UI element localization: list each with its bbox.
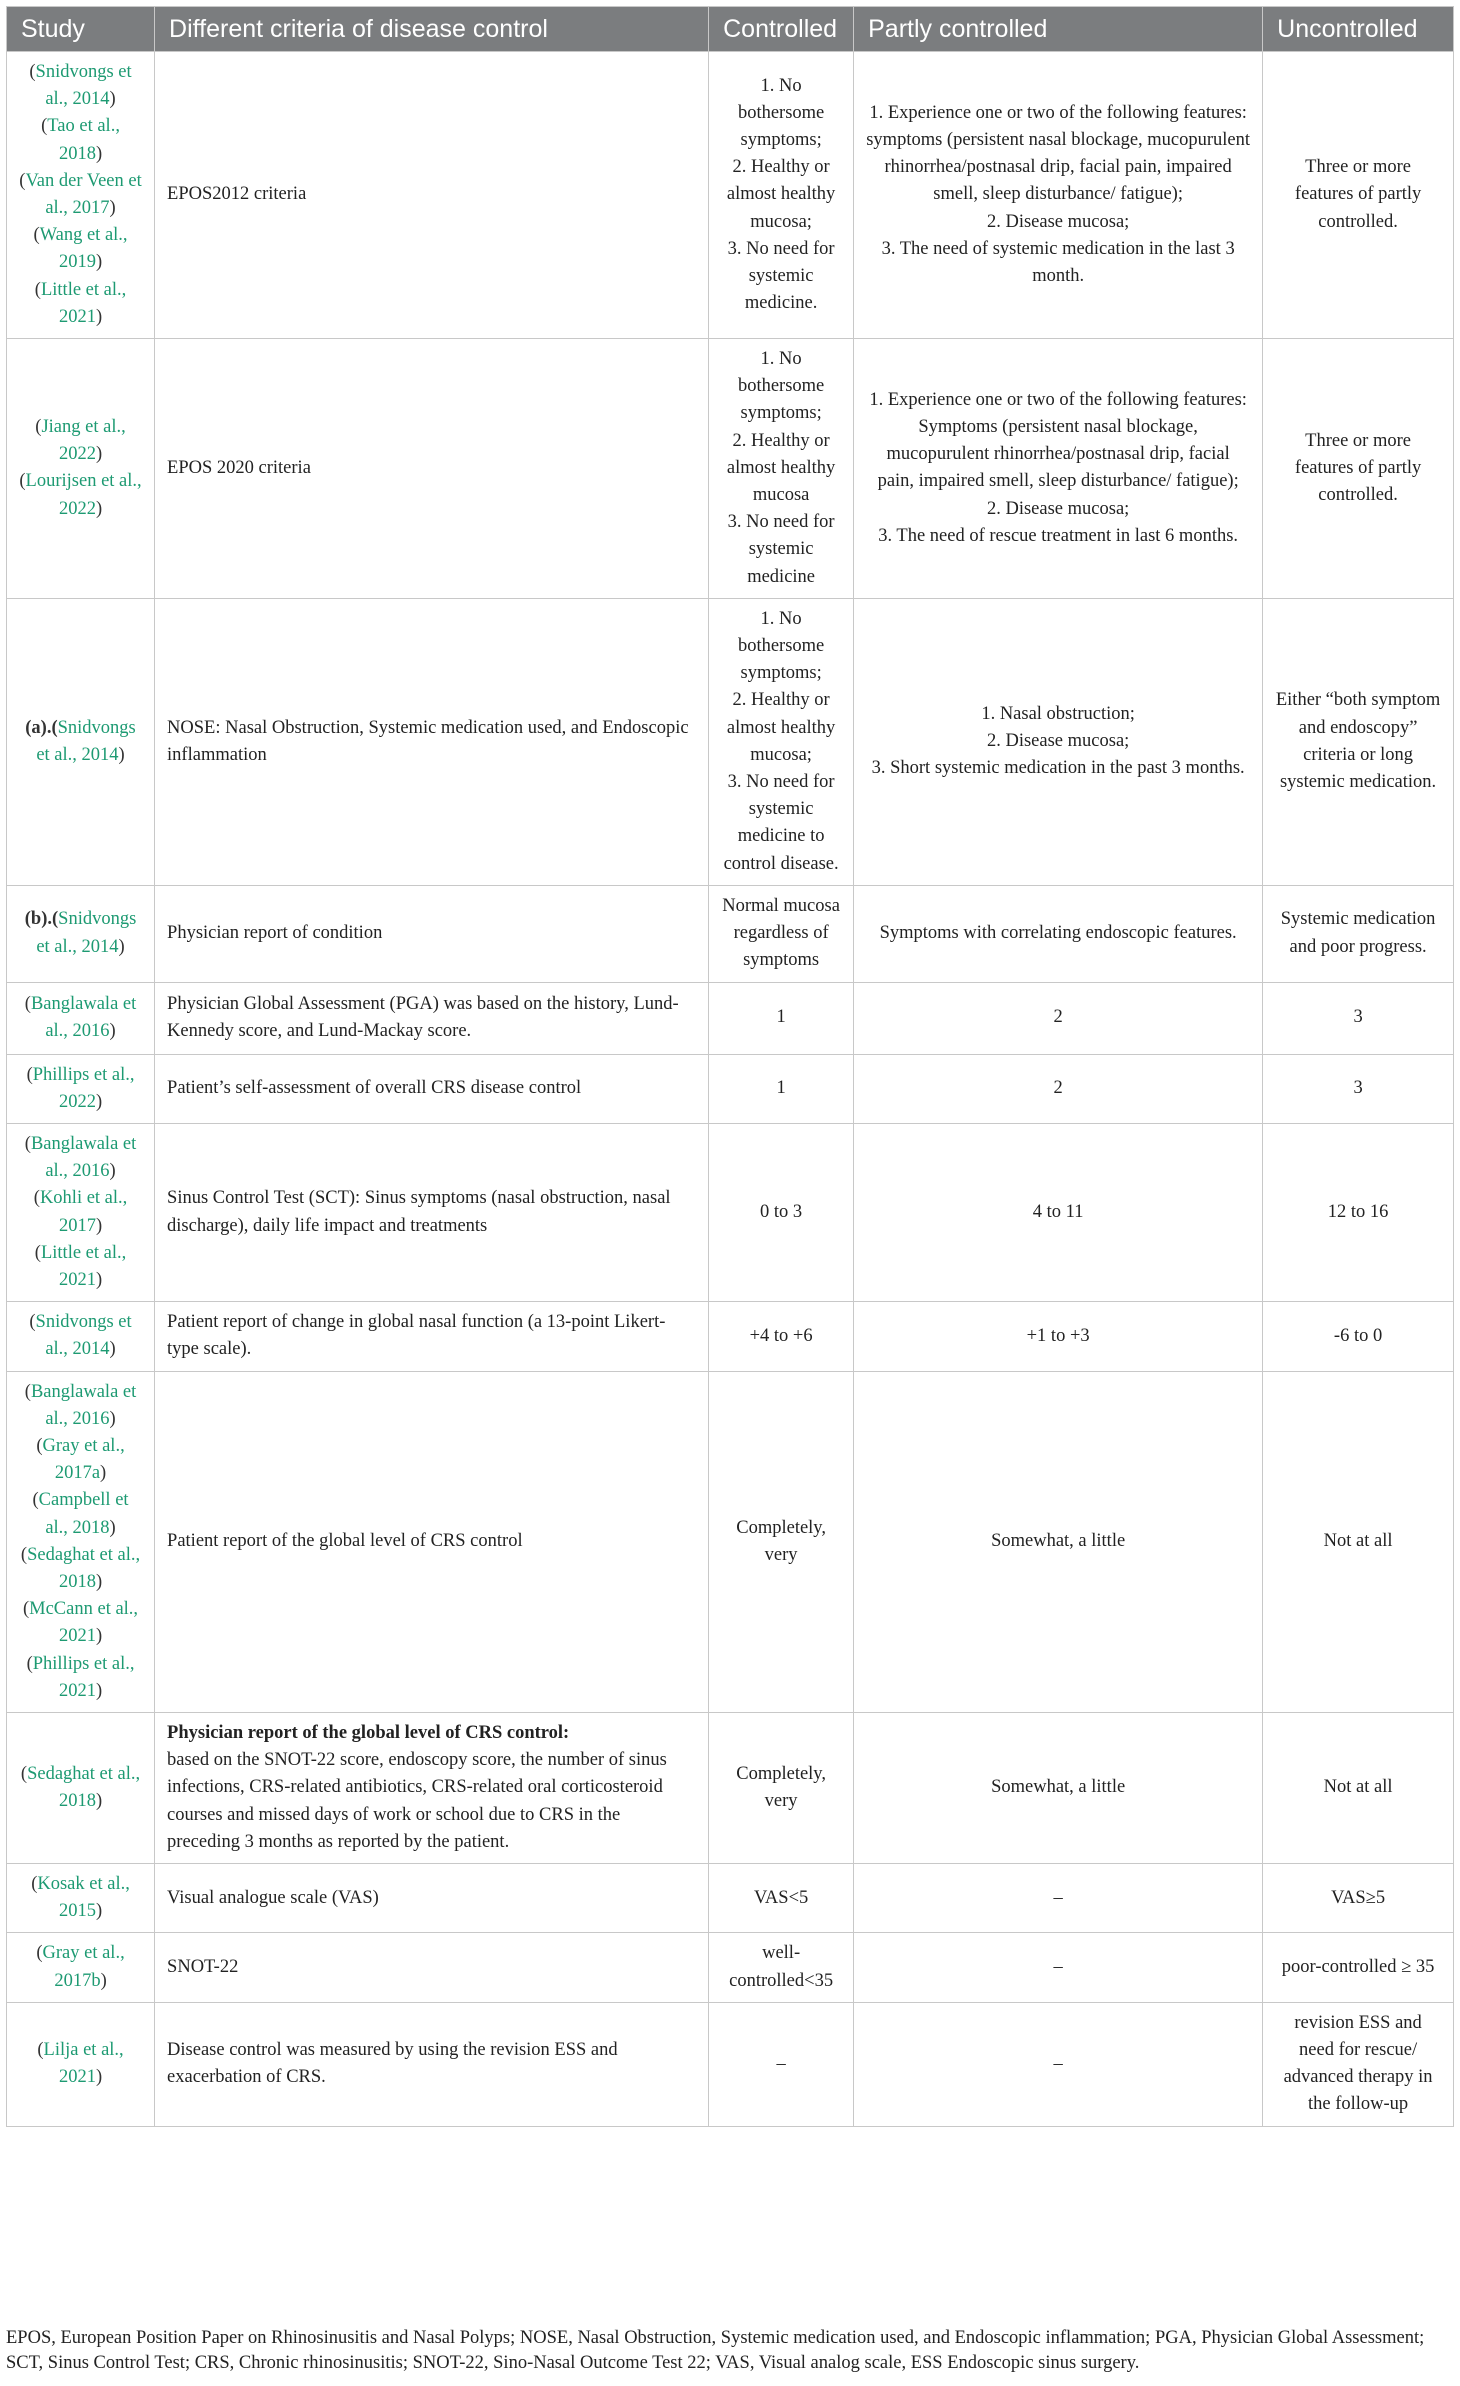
criteria-text: Physician report of condition <box>167 923 383 944</box>
controlled-line: Completely, very <box>736 1763 826 1811</box>
citation <box>19 1240 142 1294</box>
table-row <box>7 1933 1454 2002</box>
uncontrolled-line: -6 to 0 <box>1333 1325 1383 1346</box>
partly-controlled-line: Symptoms with correlating endoscopic features. <box>879 923 1237 944</box>
citation-suffix: ) <box>100 1970 107 1991</box>
criteria-text: Disease control was measured by using the revision ESS and exacerbation of CRS. <box>167 2040 618 2088</box>
citation-suffix: ) <box>95 444 103 465</box>
citation-link[interactable]: Wang et al., 2019 <box>39 225 128 273</box>
uncontrolled-line: Systemic medication and poor progress. <box>1280 909 1436 957</box>
controlled-cell <box>709 1863 854 1932</box>
citation-prefix: ( <box>20 1544 28 1565</box>
disease-control-criteria-table <box>6 6 1454 2127</box>
citation <box>19 1542 142 1596</box>
citation-prefix: (b).( <box>24 909 59 930</box>
study-cell <box>7 1302 155 1371</box>
citation-suffix: ) <box>95 1269 103 1290</box>
criteria-text: Patient report of change in global nasal function (a 13-point Likert-type scale). <box>167 1312 666 1360</box>
table-row <box>7 52 1454 339</box>
criteria-cell <box>155 885 709 982</box>
study-cell <box>7 1712 155 1863</box>
citation-link[interactable]: Banglawala et al., 2016 <box>30 993 137 1041</box>
citation-suffix: ) <box>95 1215 103 1236</box>
uncontrolled-cell <box>1263 598 1454 885</box>
citation <box>19 1596 142 1650</box>
controlled-line: 2. Healthy or almost healthy mucosa; <box>726 690 836 765</box>
study-cell <box>7 1863 155 1932</box>
citation-suffix: ) <box>95 1680 103 1701</box>
uncontrolled-line: Either “both symptom and endoscopy” criteria or long systemic medication. <box>1275 690 1441 793</box>
citation-prefix: ( <box>34 279 41 300</box>
citation <box>19 277 142 331</box>
partly-controlled-line: 2. Disease mucosa; <box>986 731 1130 752</box>
citation-prefix: ( <box>32 1490 39 1511</box>
controlled-line: Normal mucosa regardless of symptoms <box>722 895 840 971</box>
citation-suffix: ) <box>95 1571 103 1592</box>
citation <box>19 59 142 113</box>
criteria-text: Patient’s self-assessment of overall CRS disease control <box>167 1078 582 1099</box>
criteria-text: Patient report of the global level of CRS control <box>167 1531 523 1552</box>
table-row <box>7 339 1454 599</box>
partly-controlled-cell <box>854 1302 1263 1371</box>
citation-link[interactable]: Snidvongs et al., 2014 <box>35 62 132 110</box>
uncontrolled-cell <box>1263 339 1454 599</box>
table-row <box>7 2002 1454 2126</box>
criteria-cell <box>155 1712 709 1863</box>
citation-link[interactable]: Banglawala et al., 2016 <box>30 1381 137 1429</box>
uncontrolled-cell <box>1263 2002 1454 2126</box>
citation <box>19 113 142 167</box>
uncontrolled-line: VAS≥5 <box>1331 1887 1386 1908</box>
column-header-controlled: Controlled <box>709 7 854 52</box>
controlled-cell <box>709 52 854 339</box>
citation-link[interactable]: Sedaghat et al., 2018 <box>27 1544 141 1592</box>
citation-suffix: ) <box>95 498 103 519</box>
controlled-line: 3. No need for systemic medicine. <box>727 238 835 314</box>
controlled-cell <box>709 2002 854 2126</box>
citation-link[interactable]: Jiang et al., 2022 <box>41 417 126 465</box>
partly-controlled-cell <box>854 2002 1263 2126</box>
criteria-text: based on the SNOT-22 score, endoscopy score, the number of sinus infections, CRS-related antibiotics, CRS-related oral corticosteroid courses and missed days of work or school due to CRS in the preceding 3 months as reported by the patient. <box>167 1750 667 1852</box>
partly-controlled-line: 3. The need of rescue treatment in last 6 months. <box>878 525 1239 546</box>
partly-controlled-line: 3. The need of systemic medication in the last 3 month. <box>881 238 1235 287</box>
citation-link[interactable]: Banglawala et al., 2016 <box>30 1133 137 1182</box>
uncontrolled-line: poor-controlled ≥ 35 <box>1281 1956 1435 1977</box>
citation-suffix: ) <box>95 1091 103 1112</box>
criteria-cell <box>155 339 709 599</box>
table-row <box>7 1712 1454 1863</box>
controlled-line: 1 <box>776 1078 786 1099</box>
citation <box>19 1309 142 1363</box>
criteria-text: Sinus Control Test (SCT): Sinus symptoms (nasal obstruction, nasal discharge), daily life impact and treatments <box>167 1188 671 1236</box>
partly-controlled-cell <box>854 1933 1263 2002</box>
controlled-line: 3. No need for systemic medicine <box>727 512 835 587</box>
citation <box>19 1940 142 1994</box>
citation-link[interactable]: Phillips et al., 2021 <box>32 1653 135 1701</box>
citation-prefix: ( <box>19 170 26 191</box>
table-row <box>7 1371 1454 1712</box>
table-body <box>7 52 1454 2127</box>
controlled-cell <box>709 598 854 885</box>
controlled-line: Completely, very <box>736 1517 826 1565</box>
citation-prefix: ( <box>35 417 42 438</box>
uncontrolled-cell <box>1263 1302 1454 1371</box>
partly-controlled-cell <box>854 982 1263 1054</box>
citation-prefix: (a).( <box>25 717 58 738</box>
citation-prefix: ( <box>26 1653 33 1674</box>
citation <box>19 1487 142 1541</box>
partly-controlled-cell <box>854 885 1263 982</box>
table-row <box>7 1863 1454 1932</box>
uncontrolled-cell <box>1263 885 1454 982</box>
citation-prefix: ( <box>33 1188 40 1209</box>
uncontrolled-cell <box>1263 52 1454 339</box>
study-cell <box>7 339 155 599</box>
table-row <box>7 982 1454 1054</box>
controlled-cell <box>709 1123 854 1301</box>
uncontrolled-cell <box>1263 982 1454 1054</box>
citation <box>19 1131 142 1185</box>
citation <box>19 1761 142 1815</box>
study-cell <box>7 1933 155 2002</box>
citation <box>19 222 142 276</box>
study-cell <box>7 2002 155 2126</box>
citation-suffix: ) <box>95 306 103 327</box>
partly-controlled-line: Somewhat, a little <box>991 1531 1126 1552</box>
citation-suffix: ) <box>109 1339 116 1360</box>
citation-link[interactable]: Tao et al., 2018 <box>47 116 120 164</box>
citation-prefix: ( <box>34 1242 41 1263</box>
partly-controlled-line: 3. Short systemic medication in the past 3 months. <box>871 758 1245 779</box>
uncontrolled-cell <box>1263 1123 1454 1301</box>
citation-link[interactable]: Phillips et al., 2022 <box>32 1064 135 1112</box>
controlled-cell <box>709 1371 854 1712</box>
column-header-criteria: Different criteria of disease control <box>155 7 709 52</box>
partly-controlled-line: 2. Disease mucosa; <box>986 498 1130 519</box>
table-footnote: EPOS, European Position Paper on Rhinosinusitis and Nasal Polyps; NOSE, Nasal Obstruction, Systemic medication used, and Endoscopic inflammation; PGA, Physician Global Assessment; SCT, Sinus Control Test; CRS, Chronic rhinosinusitis; SNOT-22, Sino-Nasal Outcome Test 22; VAS, Visual analog scale, ESS Endoscopic sinus surgery. <box>6 2328 1425 2373</box>
citation-prefix: ( <box>24 1381 31 1402</box>
criteria-cell <box>155 982 709 1054</box>
controlled-line: 1. No bothersome symptoms; <box>737 349 825 424</box>
citation-prefix: ( <box>29 1312 36 1333</box>
controlled-line: 2. Healthy or almost healthy mucosa <box>726 430 836 506</box>
partly-controlled-cell <box>854 1712 1263 1863</box>
table-row <box>7 885 1454 982</box>
partly-controlled-line: – <box>1053 2053 1063 2074</box>
citation <box>19 715 142 769</box>
citation-link[interactable]: Sedaghat et al., 2018 <box>27 1763 141 1811</box>
controlled-line: 1. No bothersome symptoms; <box>737 75 825 150</box>
citation-prefix: ( <box>24 993 31 1014</box>
uncontrolled-cell <box>1263 1933 1454 2002</box>
citation-prefix: ( <box>19 471 26 492</box>
citation-link[interactable]: Kohli et al., 2017 <box>39 1188 128 1236</box>
partly-controlled-line: – <box>1053 1956 1063 1977</box>
controlled-line: +4 to +6 <box>749 1325 813 1346</box>
citation <box>19 1062 142 1116</box>
uncontrolled-cell <box>1263 1371 1454 1712</box>
citation-suffix: ) <box>95 252 103 273</box>
citation-link[interactable]: Gray et al., 2017a <box>42 1435 125 1484</box>
citation-link[interactable]: McCann et al., 2021 <box>29 1599 139 1647</box>
uncontrolled-cell <box>1263 1863 1454 1932</box>
uncontrolled-line: Not at all <box>1323 1531 1393 1552</box>
criteria-cell <box>155 1302 709 1371</box>
controlled-cell <box>709 1712 854 1863</box>
controlled-line: 0 to 3 <box>760 1201 803 1222</box>
criteria-text: EPOS2012 criteria <box>167 184 307 205</box>
controlled-cell <box>709 885 854 982</box>
partly-controlled-cell <box>854 1054 1263 1123</box>
partly-controlled-cell <box>854 1123 1263 1301</box>
controlled-line: 2. Healthy or almost healthy mucosa; <box>726 157 836 232</box>
controlled-cell <box>709 1302 854 1371</box>
controlled-line: 3. No need for systemic medicine to control disease. <box>723 772 839 874</box>
controlled-cell <box>709 1933 854 2002</box>
table-row <box>7 598 1454 885</box>
citation-prefix: ( <box>36 1435 43 1456</box>
criteria-cell <box>155 598 709 885</box>
partly-controlled-line: 2. Disease mucosa; <box>986 211 1130 232</box>
controlled-cell <box>709 982 854 1054</box>
citation <box>19 1379 142 1433</box>
column-header-uncontrolled: Uncontrolled <box>1263 7 1454 52</box>
criteria-cell <box>155 1371 709 1712</box>
criteria-text: SNOT-22 <box>167 1956 239 1977</box>
partly-controlled-cell <box>854 339 1263 599</box>
partly-controlled-line: +1 to +3 <box>1026 1325 1090 1346</box>
uncontrolled-line: revision ESS and need for rescue/ advanced therapy in the follow-up <box>1283 2012 1433 2115</box>
uncontrolled-line: Three or more features of partly controlled. <box>1294 430 1422 506</box>
citation-prefix: ( <box>22 1599 30 1620</box>
citation <box>19 1651 142 1705</box>
criteria-text: Visual analogue scale (VAS) <box>167 1887 379 1908</box>
citation <box>19 168 142 222</box>
controlled-cell <box>709 1054 854 1123</box>
partly-controlled-line: 1. Nasal obstruction; <box>981 704 1135 725</box>
citation-suffix: ) <box>109 198 116 219</box>
table-header-row <box>7 7 1454 52</box>
partly-controlled-cell <box>854 598 1263 885</box>
column-header-study: Study <box>7 7 155 52</box>
table-row <box>7 1123 1454 1301</box>
citation-suffix: ) <box>109 1517 116 1538</box>
partly-controlled-cell <box>854 1863 1263 1932</box>
table-row <box>7 1054 1454 1123</box>
criteria-cell <box>155 2002 709 2126</box>
citation <box>19 2037 142 2091</box>
partly-controlled-line: Somewhat, a little <box>991 1777 1126 1798</box>
criteria-text: EPOS 2020 criteria <box>167 457 311 478</box>
citation-link[interactable]: Little et al., 2021 <box>40 279 127 327</box>
citation-suffix: ) <box>109 89 116 110</box>
criteria-cell <box>155 1863 709 1932</box>
uncontrolled-line: Three or more features of partly controlled. <box>1294 157 1422 232</box>
study-cell <box>7 885 155 982</box>
citation-prefix: ( <box>37 2040 44 2060</box>
criteria-text: NOSE: Nasal Obstruction, Systemic medication used, and Endoscopic inflammation <box>167 717 689 765</box>
citation-link[interactable]: Gray et al., 2017b <box>42 1943 125 1991</box>
uncontrolled-line: 12 to 16 <box>1327 1201 1389 1222</box>
citation-prefix: ( <box>33 225 40 246</box>
partly-controlled-line: 1. Experience one or two of the following features: symptoms (persistent nasal blockage, mucopurulent rhinorrhea/postnasal drip, facial pain, impaired smell, sleep disturbance/ fatigue); <box>866 102 1251 205</box>
citation-prefix: ( <box>31 1873 38 1894</box>
citation <box>19 906 142 960</box>
uncontrolled-line: Not at all <box>1323 1777 1393 1798</box>
study-cell <box>7 1054 155 1123</box>
citation <box>19 1871 142 1925</box>
column-header-partly-controlled: Partly controlled <box>854 7 1263 52</box>
citation-suffix: ) <box>100 1463 107 1484</box>
citation-link[interactable]: Lilja et al., 2021 <box>43 2040 124 2088</box>
criteria-cell <box>155 52 709 339</box>
citation-suffix: ) <box>95 143 103 164</box>
citation-prefix: ( <box>26 1064 33 1085</box>
study-cell <box>7 598 155 885</box>
study-cell <box>7 1123 155 1301</box>
partly-controlled-line: – <box>1053 1887 1063 1908</box>
study-cell <box>7 52 155 339</box>
controlled-cell <box>709 339 854 599</box>
citation-prefix: ( <box>41 116 48 137</box>
citation-suffix: ) <box>109 1021 116 1041</box>
citation-link[interactable]: Campbell et al., 2018 <box>38 1490 129 1538</box>
uncontrolled-line: 3 <box>1353 1078 1363 1099</box>
uncontrolled-line: 3 <box>1353 1007 1363 1028</box>
citation-suffix: ) <box>118 744 125 765</box>
citation-suffix: ) <box>95 1626 103 1647</box>
criteria-text: Physician Global Assessment (PGA) was based on the history, Lund-Kennedy score, and Lund-Mackay score. <box>167 993 679 1041</box>
controlled-line: 1. No bothersome symptoms; <box>737 608 825 684</box>
citation <box>19 991 142 1045</box>
criteria-cell <box>155 1123 709 1301</box>
citation-link[interactable]: Snidvongs et al., 2014 <box>36 717 136 765</box>
citation-suffix: ) <box>118 936 125 957</box>
controlled-line: – <box>776 2053 786 2074</box>
partly-controlled-line: 4 to 11 <box>1032 1201 1084 1222</box>
controlled-line: 1 <box>776 1007 786 1028</box>
controlled-line: well-controlled<35 <box>729 1943 834 1991</box>
citation <box>19 1433 142 1487</box>
citation-link[interactable]: Little et al., 2021 <box>40 1242 127 1290</box>
study-cell <box>7 1371 155 1712</box>
citation-prefix: ( <box>20 1763 28 1784</box>
citation-prefix: ( <box>24 1133 31 1154</box>
partly-controlled-line: 2 <box>1053 1007 1063 1028</box>
citation-suffix: ) <box>109 1408 116 1429</box>
citation <box>19 414 142 468</box>
partly-controlled-line: 2 <box>1053 1078 1063 1099</box>
criteria-heading: Physician report of the global level of CRS control: <box>167 1722 570 1743</box>
citation-link[interactable]: Snidvongs et al., 2014 <box>36 909 137 957</box>
citation-prefix: ( <box>29 62 36 82</box>
citation-prefix: ( <box>36 1943 43 1964</box>
citation-link[interactable]: Lourijsen et al., 2022 <box>25 471 142 519</box>
citation-link[interactable]: Van der Veen et al., 2017 <box>25 170 142 219</box>
citation <box>19 1185 142 1239</box>
citation-suffix: ) <box>95 1901 103 1922</box>
controlled-line: VAS<5 <box>753 1887 809 1908</box>
table-row <box>7 1302 1454 1371</box>
citation-suffix: ) <box>95 1790 103 1811</box>
citation <box>19 468 142 522</box>
uncontrolled-cell <box>1263 1054 1454 1123</box>
criteria-cell <box>155 1933 709 2002</box>
citation-link[interactable]: Snidvongs et al., 2014 <box>35 1312 132 1360</box>
uncontrolled-cell <box>1263 1712 1454 1863</box>
partly-controlled-line: 1. Experience one or two of the following features: Symptoms (persistent nasal blockage, mucopurulent rhinorrhea/postnasal drip, facial pain, impaired smell, sleep disturbance/ fatigue); <box>869 389 1247 492</box>
criteria-cell <box>155 1054 709 1123</box>
partly-controlled-cell <box>854 1371 1263 1712</box>
citation-suffix: ) <box>95 2067 103 2088</box>
citation-suffix: ) <box>109 1161 116 1182</box>
study-cell <box>7 982 155 1054</box>
citation-link[interactable]: Kosak et al., 2015 <box>37 1873 130 1922</box>
partly-controlled-cell <box>854 52 1263 339</box>
